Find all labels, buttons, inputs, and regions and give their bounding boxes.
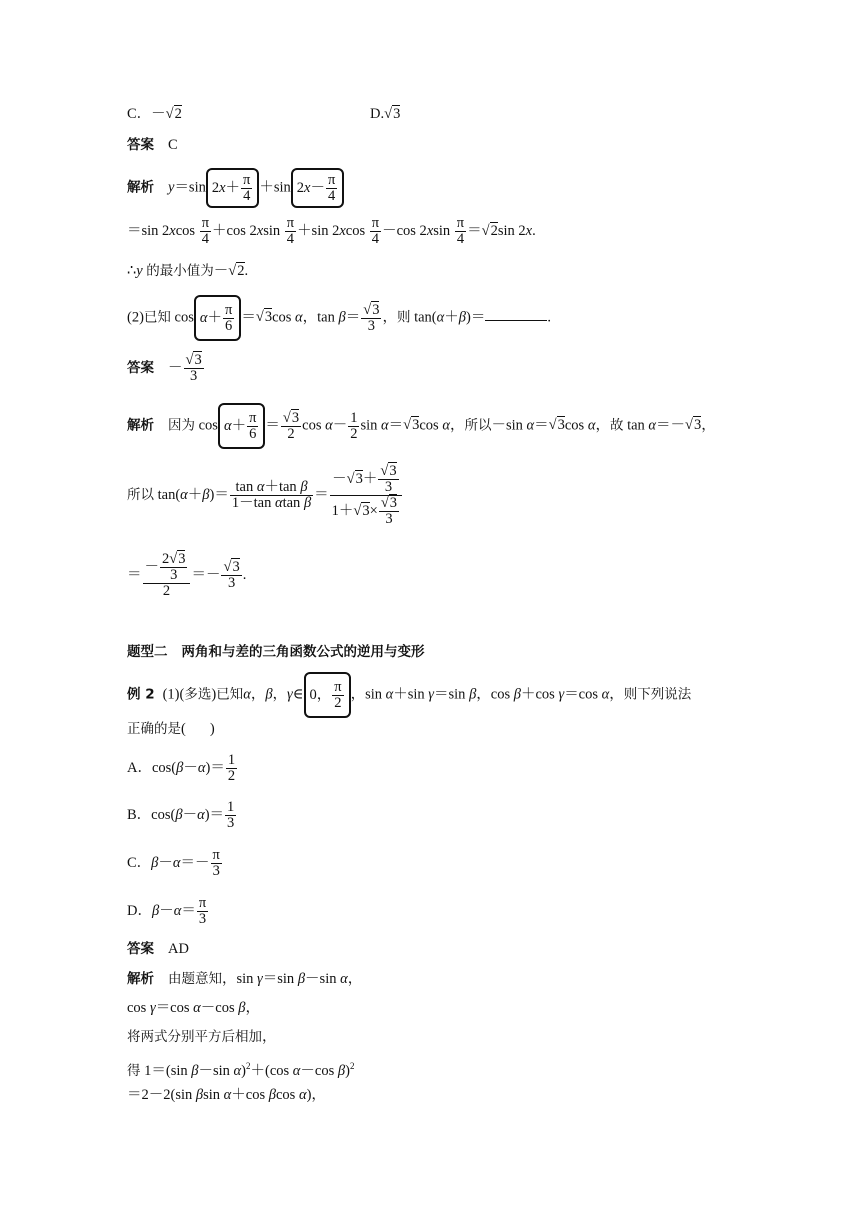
question-2-line: (2)已知 cos α＋ $\frac{\pi}{6}$ ＝√ 3cos α，tan β＝ √ $\frac{3}{3}$ ，则 tan(α＋β)＝ .: [127, 295, 551, 335]
example-2-line-2: 正确的是( ): [127, 721, 215, 737]
answer-line-1: 答案 C: [127, 137, 178, 153]
analysis-line-9: 将两式分别平方后相加，: [127, 1029, 277, 1045]
answer-line-3: 答案 AD: [127, 941, 189, 957]
analysis-line-10: 得 1＝(sin β－sin α)$^2$＋(cos α－cos β)$^2$: [127, 1061, 355, 1079]
option-c-line: C．－√ 2: [127, 105, 182, 123]
analysis-line-5: 所以 tan(α＋β)＝ $\frac{\text{tan α＋tan β}}{\text{1－tan αtan β}}$ ＝ －√ 3＋ √ $\frac{3}{3}$ 1＋√ 3× √ $\frac{3}{3}$: [127, 456, 403, 534]
analysis-line-11: ＝2－2(sin βsin α＋cos βcos α)，: [127, 1087, 326, 1103]
analysis-line-3: ∴y 的最小值为－√ 2.: [127, 262, 248, 280]
choice-d: D．β－α＝ $\frac{\pi}{3}$: [127, 895, 207, 928]
choice-b: B．cos(β－α)＝ $\frac{1}{3}$: [127, 799, 235, 832]
choice-c: C．β－α＝－ $\frac{\pi}{3}$: [127, 847, 220, 880]
option-d-line: D.√ 3: [370, 105, 400, 123]
choice-a: A．cos(β－α)＝ $\frac{1}{2}$: [127, 752, 236, 785]
section-heading: 题型二 两角和与差的三角函数公式的逆用与变形: [127, 644, 425, 660]
analysis-line-8: cos γ＝cos α－cos β，: [127, 1000, 260, 1016]
analysis-line-7: 解析 由题意知，sin γ＝sin β－sin α，: [127, 971, 363, 987]
analysis-line-2: ＝sin 2xcos $\frac{\pi}{4}$ ＋cos 2xsin $\frac{\pi}{4}$ ＋sin 2xcos $\frac{\pi}{4}$ －cos 2xsin $\frac{\pi}{4}$ ＝√ 2sin 2x.: [127, 214, 536, 248]
analysis-line-6: ＝ － $\frac{2√ 3}{3}$ 2 ＝－ √ $\frac{3}{3}$ .: [127, 545, 246, 605]
answer-line-2: 答案 － √ $\frac{3}{3}$: [127, 350, 205, 386]
example-2-line: 例 2 (1)(多选)已知α，β，γ∈ 0， $\frac{\pi}{2}$ ，sin α＋sin γ＝sin β，cos β＋cos γ＝cos α，则下列说法: [127, 672, 691, 712]
analysis-line-4: 解析 因为 cos α＋ $\frac{\pi}{6}$ ＝ √ $\frac{3}{2}$ cos α－ $\frac{1}{2}$ sin α＝√ 3cos α，所以－sin α＝√ 3cos α，故 tan α＝－√ 3，: [127, 403, 716, 443]
analysis-line-1: 解析 y＝sin 2x＋ $\frac{\pi}{4}$ ＋sin 2x－ $\frac{\pi}{4}$: [127, 168, 344, 202]
